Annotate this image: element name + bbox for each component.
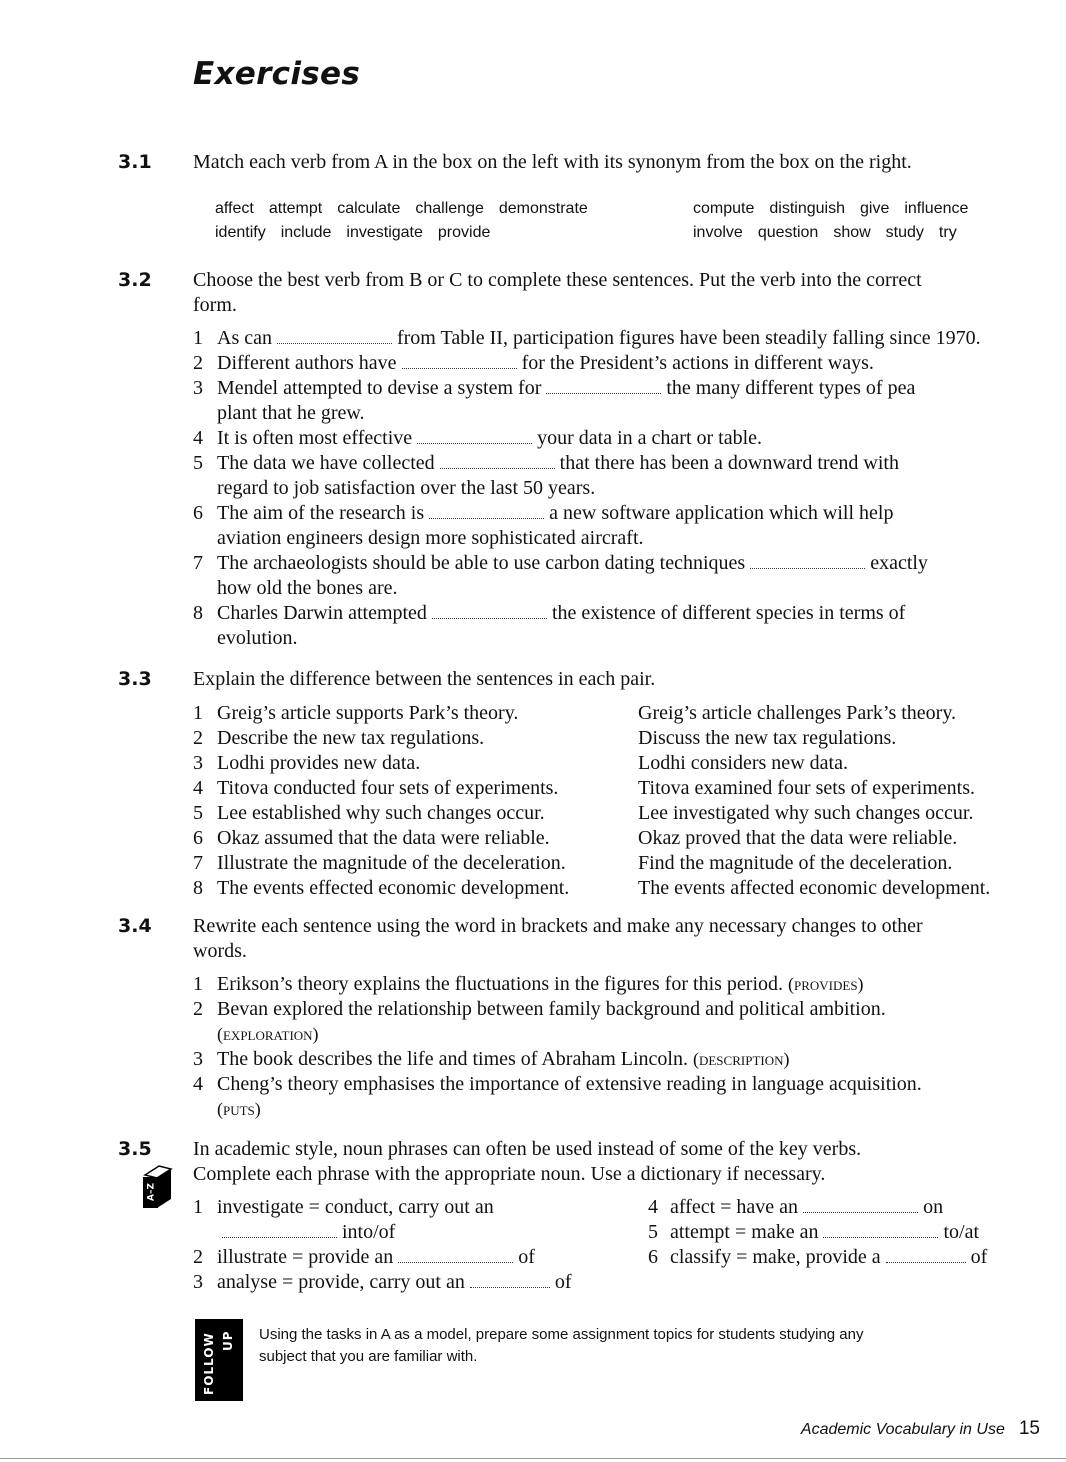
instruction [193,1137,1043,1186]
sentence-a: Titova conducted four sets of experiments. [217,776,559,799]
sentence: Cheng’s theory emphasises the importance of extensive reading in language acquisition. [217,1073,922,1095]
sentence-b: Titova examined four sets of experiments. [638,776,975,799]
word: question [757,223,819,241]
sentence-text [217,501,893,526]
sentence-list [193,326,1043,651]
word: involve [693,223,743,241]
sentence-b: Okaz proved that the data were reliable. [638,826,958,849]
item-number: 6 [193,502,203,524]
sentence-continuation [193,526,1043,551]
sentence-continuation [193,626,1043,651]
sentence-b: Greig’s article challenges Park’s theory. [638,701,957,724]
instruction: Match each verb from A in the box on the left with its synonym from the box on the right. [193,151,912,173]
text-after: the existence of different species in terms of [551,602,906,624]
phrase-text [217,1195,494,1220]
dictionary-book-icon [139,1165,173,1209]
phrase-row [193,1270,1043,1295]
word: show [833,223,871,241]
instruction [193,268,1043,317]
follow-label: FOLLOW [202,1332,216,1395]
word: distinguish [769,199,845,217]
phrase-row [193,1245,1043,1270]
instruction-line: Rewrite each sentence using the word in brackets and make any necessary changes to other [193,915,923,937]
sentence-text [217,551,928,576]
bracket-word: (puts) [217,1099,261,1119]
sentence-a: Illustrate the magnitude of the deceleration. [217,851,566,874]
word: provide [437,223,491,241]
sentence-list [193,972,1043,1122]
bracket-word: (exploration) [217,1024,319,1044]
sentence-text [217,426,762,451]
answer-blank[interactable] [398,1249,513,1263]
text-before: Different authors have [217,352,397,374]
sentence-a: The events effected economic development. [217,876,570,899]
text-before: The aim of the research is [217,502,425,524]
word-boxes [193,197,1043,245]
sentence-pair [193,751,1043,776]
sentence-text [217,997,886,1022]
phrase: affect = have an [670,1196,799,1218]
page-title: Exercises [193,56,361,92]
text-after: for the President’s actions in different ways. [521,352,874,374]
text-after: from Table II, participation figures have been steadily falling since 1970. [396,327,981,349]
phrase-row [193,1195,1043,1220]
svg-text:A–Z: A–Z [146,1183,157,1201]
answer-blank[interactable] [470,1274,550,1288]
word: demonstrate [498,199,588,217]
item-number: 5 [193,801,203,824]
sentence-b: Find the magnitude of the deceleration. [638,851,953,874]
sentence-a: Lee established why such changes occur. [217,801,545,824]
sentence-item [193,997,1043,1022]
item-number: 3 [193,751,203,774]
continuation-text: aviation engineers design more sophisticated aircraft. [217,527,644,549]
text-after: your data in a chart or table. [537,427,763,449]
phrase: attempt = make an [670,1221,819,1243]
answer-blank[interactable] [402,355,517,369]
phrase-row [193,1220,1043,1245]
sentence-text [217,376,915,401]
continuation-text: how old the bones are. [217,577,398,599]
sentence-item [193,376,1043,401]
preposition: of [518,1246,535,1268]
answer-blank[interactable] [803,1199,918,1213]
sentence-pair [193,851,1043,876]
phrase: analyse = provide, carry out an [217,1271,465,1293]
sentence: Erikson’s theory explains the fluctuations in the figures for this period. [217,973,783,995]
item-number: 2 [193,726,203,749]
sentence-pair [193,876,1043,901]
sentence-text [217,451,899,476]
sentence-item [193,501,1043,526]
sentence-text [217,972,864,997]
text-before: The data we have collected [217,452,435,474]
answer-blank[interactable] [546,380,661,394]
answer-blank[interactable] [432,605,547,619]
answer-blank[interactable] [222,1224,337,1238]
sentence-continuation [193,1022,1043,1047]
exercise-number: 3.5 [118,1138,152,1160]
sentence-text [217,326,981,351]
sentence-continuation [193,576,1043,601]
sentence-item [193,1047,1043,1072]
sentence-pair [193,776,1043,801]
item-number: 1 [193,973,203,995]
item-number: 6 [648,1246,658,1268]
item-number: 3 [193,1048,203,1070]
page-footer [801,1418,1040,1440]
sentence-text [217,1047,789,1072]
phrase: investigate = conduct, carry out an [217,1196,494,1218]
word: identify [215,223,266,241]
word: include [280,223,332,241]
phrase: classify = make, provide a [670,1246,881,1268]
continuation-text: plant that he grew. [217,402,365,424]
phrase: illustrate = provide an [217,1246,394,1268]
up-label: UP [221,1330,235,1351]
phrase-text [217,1270,572,1295]
sentence-continuation [193,401,1043,426]
sentence-pair [193,701,1043,726]
word-row [215,197,603,221]
preposition: of [970,1246,988,1268]
answer-blank[interactable] [429,505,544,519]
item-number: 1 [193,701,203,724]
item-number: 7 [193,851,203,874]
sentence-text [217,1072,922,1097]
sentence-a: Describe the new tax regulations. [217,726,485,749]
sentence: Bevan explored the relationship between family background and political ambition. [217,998,886,1020]
sentence-item [193,972,1043,997]
text-before: As can [217,327,272,349]
exercise-number: 3.1 [118,151,152,173]
item-number: 1 [193,327,203,349]
instruction-line: Complete each phrase with the appropriate noun. Use a dictionary if necessary. [193,1162,826,1185]
item-number: 8 [193,876,203,899]
item-number: 2 [193,1246,203,1268]
sentence-pair [193,726,1043,751]
phrase-text [217,1245,535,1270]
exercise-number: 3.4 [118,915,152,937]
box-b [693,197,983,245]
bottom-rule [0,1458,1066,1459]
sentence-continuation [193,476,1043,501]
word: attempt [268,199,323,217]
item-number: 2 [193,998,203,1020]
sentence-pair [193,826,1043,851]
continuation-text: evolution. [217,627,298,649]
answer-blank[interactable] [277,330,392,344]
word: investigate [346,223,423,241]
bracket-word: (provides) [788,974,864,994]
sentence-continuation [193,1097,1043,1122]
item-number: 5 [193,452,203,474]
sentence-b: The events affected economic development. [638,876,991,899]
exercise-number: 3.3 [118,668,152,690]
text-after: that there has been a downward trend with [559,452,899,474]
instruction-line: words. [193,939,247,962]
answer-blank[interactable] [823,1224,938,1238]
text-before: Mendel attempted to devise a system for [217,377,542,399]
instruction: Explain the difference between the sentences in each pair. [193,668,656,690]
answer-blank[interactable] [417,430,532,444]
item-number: 6 [193,826,203,849]
sentence-item [193,326,1043,351]
book-title: Academic Vocabulary in Use [800,1421,1005,1438]
answer-blank[interactable] [886,1249,966,1263]
word: influence [904,199,969,217]
sentence-item [193,351,1043,376]
preposition: on [923,1196,944,1218]
phrase-text [670,1195,943,1220]
preposition: to/at [943,1221,979,1243]
item-number: 4 [648,1196,658,1218]
bracket-word: (description) [692,1049,790,1069]
item-number: 4 [193,1073,203,1095]
sentence-a: Okaz assumed that the data were reliable. [217,826,550,849]
instruction-line: In academic style, noun phrases can often be used instead of some of the key verbs. [193,1138,862,1160]
sentence-item [193,1072,1043,1097]
item-number: 3 [193,377,203,399]
word-row [693,197,983,221]
text-after: the many different types of pea [666,377,916,399]
item-number: 2 [193,352,203,374]
text-before: The archaeologists should be able to use carbon dating techniques [217,552,746,574]
text-before: Charles Darwin attempted [217,602,427,624]
sentence-pair [193,801,1043,826]
exercise-number: 3.2 [118,269,152,291]
word: try [938,223,957,241]
sentence-b: Lodhi considers new data. [638,751,848,774]
continuation-text: regard to job satisfaction over the last 50 years. [217,477,596,499]
sentence-a: Lodhi provides new data. [217,751,421,774]
pair-list [193,701,1043,901]
sentence-item [193,451,1043,476]
item-number: 8 [193,602,203,624]
answer-blank[interactable] [750,555,865,569]
follow-up-line: Using the tasks in A as a model, prepare some assignment topics for students studying any [259,1326,864,1343]
word: affect [215,199,254,217]
item-number: 1 [193,1196,203,1218]
preposition: of [554,1271,572,1293]
sentence-text [217,601,905,626]
word-row [693,221,983,245]
phrase-text [217,1220,395,1245]
word: compute [693,199,755,217]
item-number: 4 [193,427,203,449]
instruction-line: Choose the best verb from B or C to complete these sentences. Put the verb into the correct [193,269,922,291]
sentence-b: Lee investigated why such changes occur. [638,801,974,824]
instruction [193,914,1043,963]
instruction-line: form. [193,293,237,316]
item-number: 7 [193,552,203,574]
sentence: The book describes the life and times of Abraham Lincoln. [217,1048,688,1070]
follow-up-line: subject that you are familiar with. [259,1348,478,1365]
sentence-item [193,601,1043,626]
text-after: a new software application which will help [549,502,894,524]
preposition: into/of [342,1221,396,1243]
word: study [885,223,924,241]
word: challenge [415,199,484,217]
sentence-a: Greig’s article supports Park’s theory. [217,701,519,724]
phrase-text [670,1245,987,1270]
word: give [859,199,890,217]
sentence-text [217,351,874,376]
word: calculate [337,199,401,217]
phrase-list [193,1195,1043,1295]
follow-up-text [259,1324,864,1368]
page-number: 15 [1018,1418,1040,1439]
text-before: It is often most effective [217,427,413,449]
item-number: 3 [193,1271,203,1293]
box-a [215,197,603,245]
phrase-text [670,1220,979,1245]
word-row [215,221,603,245]
sentence-item [193,551,1043,576]
item-number: 5 [648,1221,658,1243]
sentence-item [193,426,1043,451]
item-number: 4 [193,776,203,799]
sentence-b: Discuss the new tax regulations. [638,726,897,749]
text-after: exactly [870,552,928,574]
follow-up-badge [195,1319,243,1401]
answer-blank[interactable] [440,455,555,469]
